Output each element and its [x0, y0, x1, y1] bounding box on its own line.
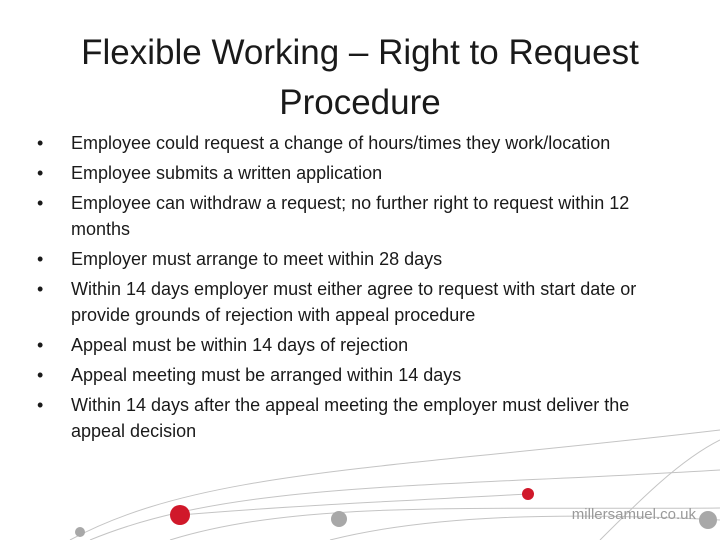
- slide-title: Flexible Working – Right to Request Procedure: [81, 33, 639, 122]
- decor-node-red: [522, 488, 534, 500]
- bullet-text: Appeal must be within 14 days of rejection: [71, 335, 409, 355]
- bullet-item: [30, 190, 680, 242]
- bullet-text: Within 14 days employer must either agree to request with start date or provide grounds of rejection with appeal procedure: [71, 279, 637, 325]
- bullet-text: Appeal meeting must be arranged within 14 days: [71, 365, 462, 385]
- bullet-dot: •: [37, 335, 44, 355]
- bullet-dot: •: [37, 163, 44, 183]
- bullet-item: [30, 160, 680, 186]
- bullet-dot: •: [37, 249, 44, 269]
- footer-website: millersamuel.co.uk: [571, 506, 696, 523]
- decor-curve: [90, 470, 720, 540]
- bullet-item: [30, 362, 680, 388]
- bullet-dot: •: [37, 193, 44, 213]
- bullet-dot: •: [37, 395, 44, 415]
- bullet-text: Employer must arrange to meet within 28 days: [71, 249, 443, 269]
- bullet-text: Employee can withdraw a request; no further right to request within 12 months: [71, 193, 630, 239]
- bullet-item: [30, 332, 680, 358]
- bullet-item: [30, 392, 680, 444]
- bullet-item: [30, 246, 680, 272]
- decor-node-red: [170, 505, 190, 525]
- bullet-dot: •: [37, 279, 44, 299]
- bullet-text: Employee submits a written application: [71, 163, 383, 183]
- decor-node-gray: [699, 511, 717, 529]
- bullet-text: Within 14 days after the appeal meeting the employer must deliver the appeal decision: [71, 395, 630, 441]
- decor-node-gray: [75, 527, 85, 537]
- bullet-item: [30, 276, 680, 328]
- bullet-list: [30, 130, 680, 448]
- bullet-dot: •: [37, 133, 44, 153]
- bullet-text: Employee could request a change of hours/times they work/location: [71, 133, 611, 153]
- bullet-dot: •: [37, 365, 44, 385]
- bullet-item: [30, 130, 680, 156]
- decor-node-gray: [331, 511, 347, 527]
